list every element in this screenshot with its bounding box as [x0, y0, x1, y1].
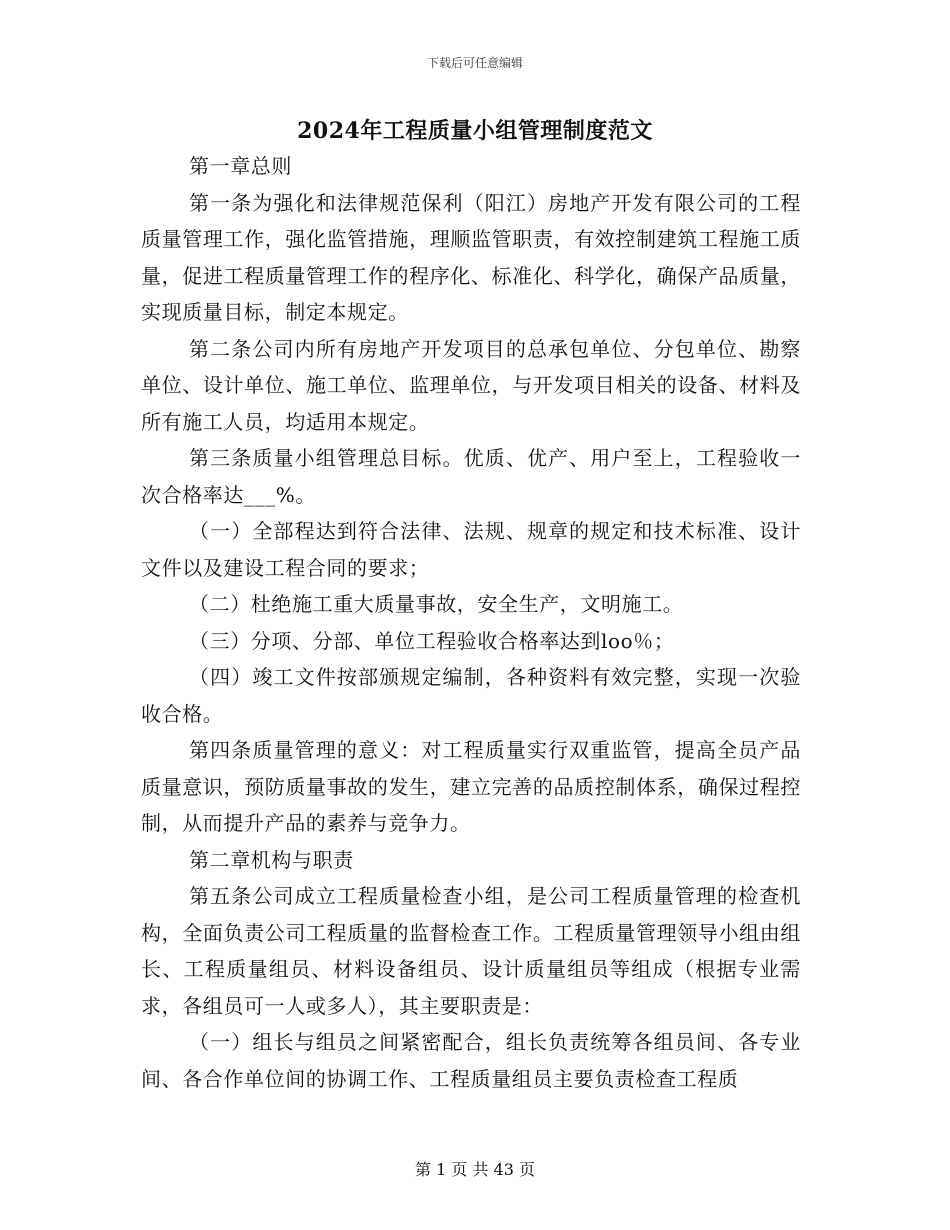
- paragraph-item-1: （一）全部程达到符合法律、法规、规章的规定和技术标准、设计文件以及建设工程合同的要求；: [141, 519, 801, 580]
- paragraph-chapter-1: 第一章总则: [189, 154, 292, 178]
- paragraph-item-3: （三）分项、分部、单位工程验收合格率达到loo％；: [189, 628, 675, 653]
- paragraph-article-5: 第五条公司成立工程质量检查小组，是公司工程质量管理的检查机构，全面负责公司工程质量的监督检查工作。工程质量管理领导小组由组长、工程质量组员、材料设备组员、设计质量组员等组成（根据专业需求，各组员可一人或多人），其主要职责是：: [141, 884, 801, 1018]
- header-note: 下载后可任意编辑: [426, 56, 523, 70]
- document-title: 2024年工程质量小组管理制度范文: [297, 118, 653, 144]
- paragraph-chapter-2: 第二章机构与职责: [189, 847, 354, 872]
- paragraph-article-1: 第一条为强化和法律规范保利（阳江）房地产开发有限公司的工程质量管理工作，强化监管措施，理顺监管职责，有效控制建筑工程施工质量，促进工程质量管理工作的程序化、标准化、科学化，确保产品质量，实现质量目标，制定本规定。: [141, 190, 801, 324]
- paragraph-article-4: 第四条质量管理的意义：对工程质量实行双重监管，提高全员产品质量意识，预防质量事故的发生，建立完善的品质控制体系，确保过程控制，从而提升产品的素养与竞争力。: [141, 738, 801, 835]
- document-body: [141, 148, 801, 1097]
- paragraph-duty-1: （一）组长与组员之间紧密配合，组长负责统筹各组员间、各专业间、各合作单位间的协调工作、工程质量组员主要负责检查工程质: [141, 1030, 801, 1091]
- page-number: 第 1 页 共 43 页: [415, 1160, 535, 1179]
- paragraph-item-4: （四）竣工文件按部颁规定编制，各种资料有效完整，实现一次验收合格。: [141, 665, 801, 726]
- paragraph-item-2: （二）杜绝施工重大质量事故，安全生产，文明施工。: [189, 592, 684, 616]
- paragraph-article-3: 第三条质量小组管理总目标。优质、优产、用户至上，工程验收一次合格率达___%。: [141, 446, 801, 507]
- paragraph-article-2: 第二条公司内所有房地产开发项目的总承包单位、分包单位、勘察单位、设计单位、施工单位、监理单位，与开发项目相关的设备、材料及所有施工人员，均适用本规定。: [141, 336, 801, 434]
